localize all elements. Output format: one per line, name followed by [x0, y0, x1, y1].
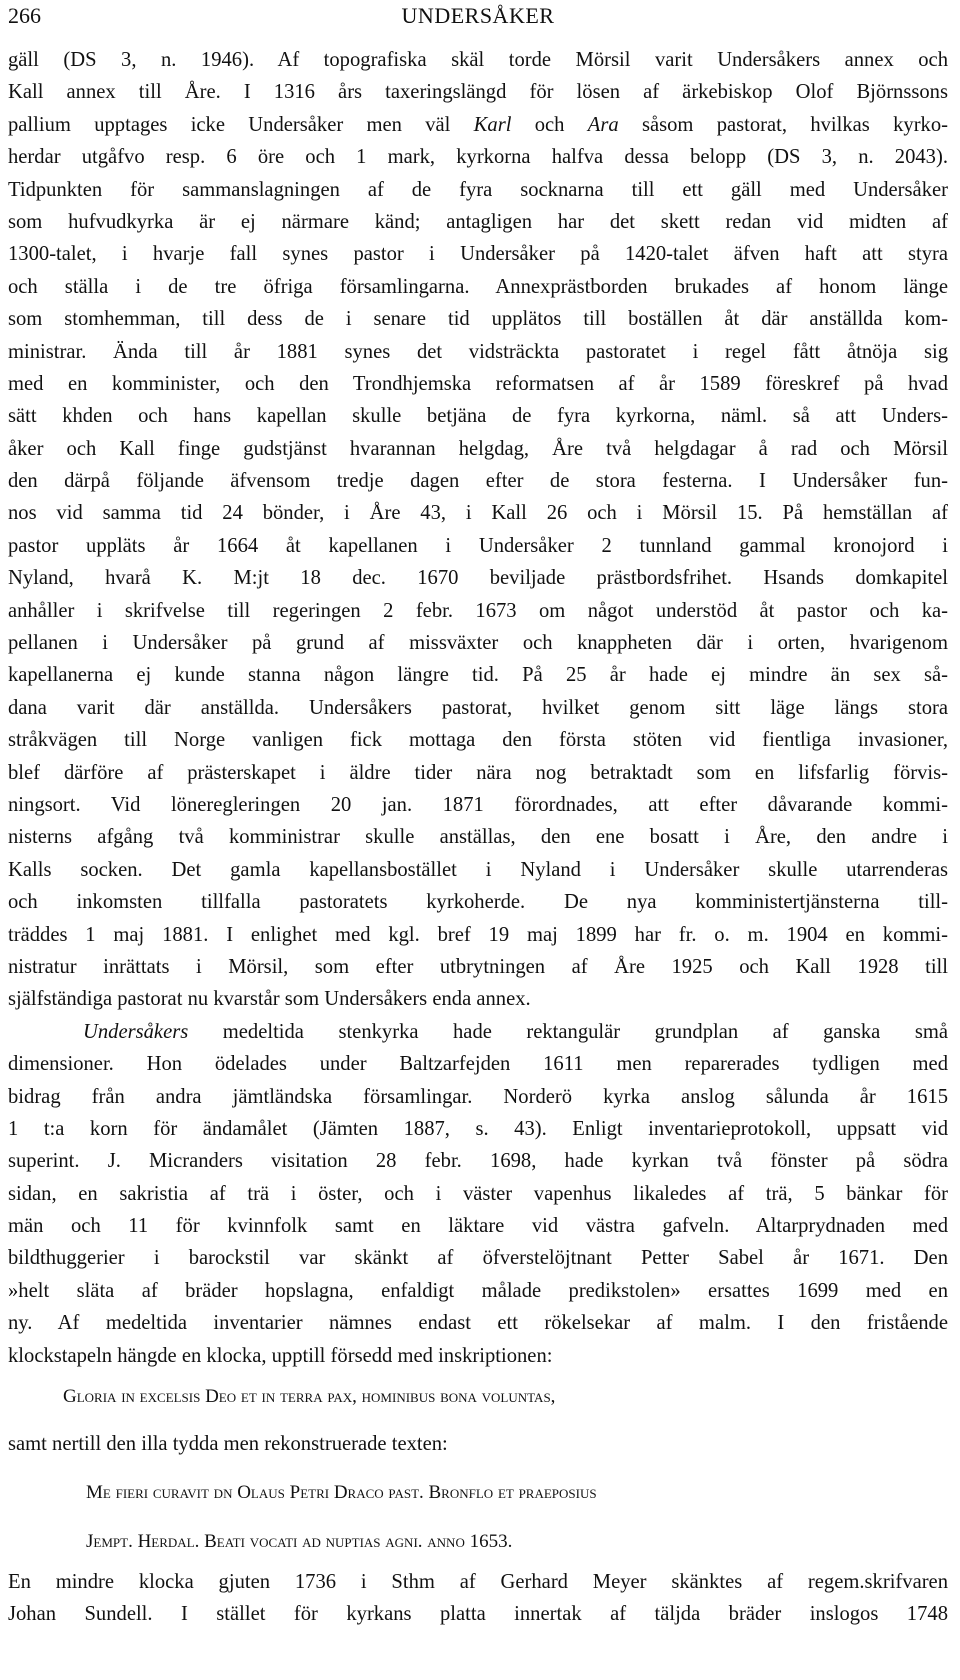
page-header: [8, 0, 948, 44]
text-line: Nyland, hvarå K. M:jt 18 dec. 1670 beviljade prästbordsfrihet. Hsands domkapitel: [8, 567, 948, 590]
text-line: bildthuggerier i barockstil var skänkt af öfverstelöjtnant Petter Sabel år 1671. Den: [8, 1247, 948, 1270]
text-line: och inkomsten tillfalla pastoratets kyrkoherde. De nya komministertjänsterna till-: [8, 891, 948, 914]
paragraph-3: [8, 1566, 948, 1631]
text-line: sidan, en sakristia af trä i öster, och i väster vapenhus likaledes af trä, 5 bänkar för: [8, 1182, 948, 1205]
text-line: pallium upptages icke Undersåker men väl Karl och Ara såsom pastorat, hvilkas kyrko-: [8, 113, 948, 136]
text-line: klockstapeln hängde en klocka, upptill försedd med inskriptionen:: [8, 1344, 553, 1367]
text-line: kapellanerna ej kunde stanna någon längre tid. På 25 år hade ej mindre än sex så-: [8, 664, 948, 687]
text-line: som stomhemman, till dess de i senare tid upplätos till boställen åt där anställda kom-: [8, 308, 948, 331]
italic-term: Undersåkers: [83, 1020, 189, 1043]
inscription-line-1: Gloria in excelsis Deo et in terra pax, hominibus bona voluntas,: [63, 1386, 556, 1408]
paragraph-2: [8, 1016, 948, 1372]
paragraph-1: [8, 44, 948, 1016]
text-line: med en komminister, och den Trondhjemska reformatsen af år 1589 föreskref på hvad: [8, 372, 948, 395]
text-line: pellanen i Undersåker på grund af missväxter och knappheten där i orten, hvarigenom: [8, 632, 948, 655]
text-line: ministrar. Ända till år 1881 synes det vidsträckta pastoratet i regel fått åtnöja sig: [8, 340, 948, 363]
text-line: den därpå följande äfvensom tredje dagen efter de stora festerna. I Undersåker fun-: [8, 470, 948, 493]
text-line: bidrag från andra jämtländska församlingar. Norderö kyrka anslog sålunda år 1615: [8, 1085, 948, 1108]
text-line: nos vid samma tid 24 bönder, i Åre 43, i Kall 26 och i Mörsil 15. På hemställan af: [8, 502, 948, 525]
text-line: Kall annex till Åre. I 1316 års taxeringslängd för lösen af ärkebiskop Olof Björnssons: [8, 81, 948, 104]
body-text: [8, 44, 948, 1631]
text-line: anhåller i skrifvelse till regeringen 2 febr. 1673 om något understöd åt pastor och ka-: [8, 599, 948, 622]
text-line: nistratur inrättats i Mörsil, som efter utbrytningen af Åre 1925 och Kall 1928 till: [8, 955, 948, 978]
text-line: ningsort. Vid löneregleringen 20 jan. 1871 förordnades, att efter dåvarande kommi-: [8, 793, 948, 816]
text-line: träddes 1 maj 1881. I enlighet med kgl. bref 19 maj 1899 har fr. o. m. 1904 en kommi-: [8, 923, 948, 946]
running-head: UNDERSÅKER: [401, 3, 555, 28]
text-line: Undersåkers medeltida stenkyrka hade rektangulär grundplan af ganska små: [83, 1020, 948, 1043]
text-line: superint. J. Micranders visitation 28 febr. 1698, hade kyrkan två fönster på södra: [8, 1150, 948, 1173]
text-line: blef därföre af prästerskapet i äldre tider nära nog betraktadt som en lifsfarlig förvis-: [8, 761, 948, 784]
text-line: ny. Af medeltida inventarier nämnes endast ett rökelsekar af malm. I den fristående: [8, 1312, 948, 1335]
text-line: själfständiga pastorat nu kvarstår som Undersåkers enda annex.: [8, 988, 531, 1011]
bridge-text: samt nertill den illa tydda men rekonstruerade texten:: [8, 1433, 448, 1456]
text-line: 1 t:a korn för ändamålet (Jämten 1887, s. 43). Enligt inventarieprotokoll, uppsatt vid: [8, 1117, 948, 1140]
text-line: gäll (DS 3, n. 1946). Af topografiska skäl torde Mörsil varit Undersåkers annex och: [8, 49, 948, 71]
page-number: 266: [8, 3, 41, 28]
text-line: En mindre klocka gjuten 1736 i Sthm af Gerhard Meyer skänktes af regem.skrifvaren: [8, 1571, 948, 1594]
inscription-line-3: Jempt. Herdal. Beati vocati ad nuptias agni. anno 1653.: [86, 1531, 513, 1553]
text-line: som hufvudkyrka är ej närmare känd; antagligen har det skett redan vid midten af: [8, 210, 948, 233]
text-line: Johan Sundell. I stället för kyrkans platta innertak af täljda bräder inslogos 1748: [8, 1603, 948, 1626]
text-line: dana varit där anställda. Undersåkers pastorat, hvilket genom sitt läge längs stora: [8, 696, 948, 719]
italic-term: Karl: [473, 113, 512, 136]
inscription-line-2: Me fieri curavit dn Olaus Petri Draco past. Bronflo et praeposius: [86, 1482, 597, 1504]
text-line: dimensioner. Hon ödelades under Baltzarfejden 1611 men reparerades tydligen med: [8, 1053, 948, 1076]
text-line: Tidpunkten för sammanslagningen af de fyra socknarna till ett gäll med Undersåker: [8, 178, 948, 201]
text-line: sätt khden och hans kapellan skulle betjäna de fyra kyrkorna, näml. så att Unders-: [8, 405, 948, 428]
text-line: pastor uppläts år 1664 åt kapellanen i Undersåker 2 tunnland gammal kronojord i: [8, 534, 948, 557]
document-page: [8, 0, 948, 1626]
text-line: män och 11 för kvinnfolk samt en läktare vid västra gafveln. Altarprydnaden med: [8, 1215, 948, 1238]
text-line: herdar utgåfvo resp. 6 öre och 1 mark, kyrkorna halfva dessa belopp (DS 3, n. 2043).: [8, 146, 948, 169]
text-line: 1300-talet, i hvarje fall synes pastor i Undersåker på 1420-talet äfven haft att styra: [8, 243, 948, 266]
text-line: Kalls socken. Det gamla kapellansbostället i Nyland i Undersåker skulle utarrenderas: [8, 858, 948, 881]
text-line: stråkvägen till Norge vanligen fick mottaga den första stöten vid fientliga invasioner,: [8, 729, 948, 752]
italic-term: Ara: [587, 113, 619, 136]
text-line: nisterns afgång två komministrar skulle anställas, den ene bosatt i Åre, den andre i: [8, 826, 948, 849]
text-line: »helt släta af bräder hopslagna, enfaldigt målade predikstolen» ersattes 1699 med en: [8, 1279, 948, 1302]
text-line: och ställa i de tre öfriga församlingarna. Annexprästborden brukades af honom länge: [8, 275, 948, 298]
text-line: åker och Kall finge gudstjänst hvarannan helgdag, Åre två helgdagar å rad och Mörsil: [8, 437, 948, 460]
